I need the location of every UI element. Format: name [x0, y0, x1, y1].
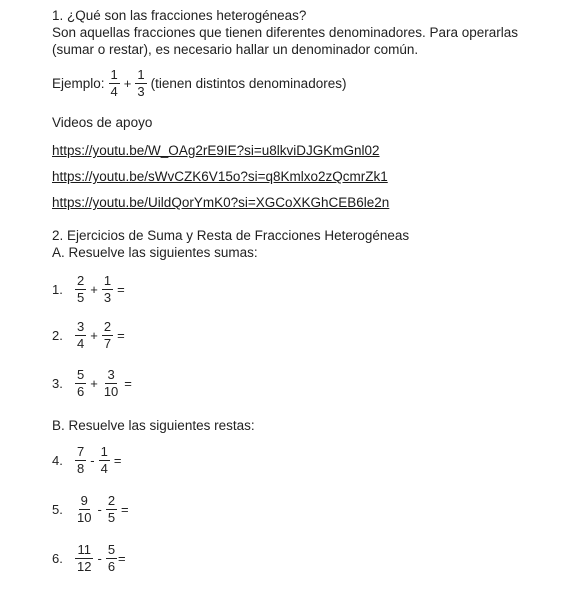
operator: -: [97, 502, 102, 517]
example-f1-denominator: 4: [110, 84, 118, 99]
numerator: 3: [107, 367, 115, 382]
equals-sign: =: [121, 502, 129, 517]
fraction-left: [75, 320, 86, 351]
numerator: 1: [103, 273, 112, 288]
numerator: 5: [107, 542, 116, 557]
fraction-right: [102, 320, 113, 351]
example-operator: +: [123, 76, 132, 91]
example-f1-numerator: 1: [110, 67, 118, 82]
section2-title: 2. Ejercicios de Suma y Resta de Fracciones Heterogéneas: [52, 228, 410, 243]
fraction-right: [102, 368, 120, 399]
section1-title: 1. ¿Qué son las fracciones heterogéneas?: [52, 8, 307, 23]
numerator: 1: [100, 444, 108, 459]
example-fraction-1: [109, 68, 120, 99]
video-link-3[interactable]: https://youtu.be/UildQorYmK0?si=XGCoXKGhCEB6le2n: [52, 195, 390, 210]
exercise-4: [52, 445, 124, 476]
fraction-right: [99, 445, 110, 476]
example-label: Ejemplo:: [52, 76, 105, 91]
denominator: 6: [107, 559, 116, 574]
denominator: 5: [107, 510, 116, 525]
fraction-left: [75, 274, 86, 305]
example-f2-denominator: 3: [137, 84, 145, 99]
numerator: 2: [103, 319, 112, 334]
fraction-right: [106, 494, 117, 525]
definition-line-1: Son aquellas fracciones que tienen diferentes denominadores. Para operarlas: [52, 25, 519, 40]
equals-sign: =: [117, 282, 125, 297]
operator: -: [90, 453, 95, 468]
numerator: 7: [77, 444, 85, 459]
denominator: 8: [77, 461, 85, 476]
numerator: 3: [77, 319, 85, 334]
operator: +: [90, 282, 98, 297]
example-f2-numerator: 1: [137, 67, 145, 82]
fraction-left: [75, 368, 86, 399]
fraction-right: [102, 274, 113, 305]
example-note: (tienen distintos denominadores): [150, 76, 347, 91]
operator: +: [90, 328, 98, 343]
equals-sign: =: [118, 551, 126, 566]
numerator: 9: [80, 493, 88, 508]
fraction-right: [106, 543, 117, 574]
example-fraction-2: [135, 68, 146, 99]
denominator: 12: [77, 559, 92, 574]
denominator: 10: [77, 510, 92, 525]
operator: +: [90, 376, 98, 391]
fraction-left: [75, 445, 86, 476]
denominator: 7: [103, 336, 112, 351]
fraction-left: [75, 543, 93, 574]
exercise-2: [52, 320, 128, 351]
exercise-1: [52, 274, 128, 305]
denominator: 4: [100, 461, 108, 476]
video-link-2[interactable]: https://youtu.be/sWvCZK6V15o?si=q8Kmlxo2zQcmrZk1: [52, 169, 388, 184]
equals-sign: =: [117, 328, 125, 343]
exercise-number: 5.: [52, 502, 63, 517]
video-link-1[interactable]: https://youtu.be/W_OAg2rE9IE?si=u8lkviDJGKmGnl02: [52, 143, 380, 158]
denominator: 6: [77, 384, 85, 399]
equals-sign: =: [124, 376, 132, 391]
exercise-number: 4.: [52, 453, 63, 468]
part-b-instruction: B. Resuelve las siguientes restas:: [52, 418, 255, 433]
exercise-number: 1.: [52, 282, 63, 297]
denominator: 5: [77, 290, 85, 305]
denominator: 4: [77, 336, 85, 351]
denominator: 3: [103, 290, 112, 305]
numerator: 5: [77, 367, 85, 382]
numerator: 2: [77, 273, 85, 288]
equals-sign: =: [113, 453, 122, 468]
exercise-6: [52, 543, 129, 574]
definition-line-2: (sumar o restar), es necesario hallar un denominador común.: [52, 42, 419, 57]
denominator: 10: [103, 384, 119, 399]
part-a-instruction: A. Resuelve las siguientes sumas:: [52, 245, 258, 260]
exercise-5: [52, 494, 132, 525]
numerator: 2: [107, 493, 116, 508]
exercise-number: 2.: [52, 328, 63, 343]
example-row: [52, 68, 346, 99]
exercise-number: 6.: [52, 551, 63, 566]
videos-title: Videos de apoyo: [52, 115, 153, 130]
numerator: 11: [77, 542, 91, 557]
fraction-left: [75, 494, 93, 525]
exercise-3: [52, 368, 135, 399]
operator: -: [97, 551, 102, 566]
exercise-number: 3.: [52, 376, 63, 391]
